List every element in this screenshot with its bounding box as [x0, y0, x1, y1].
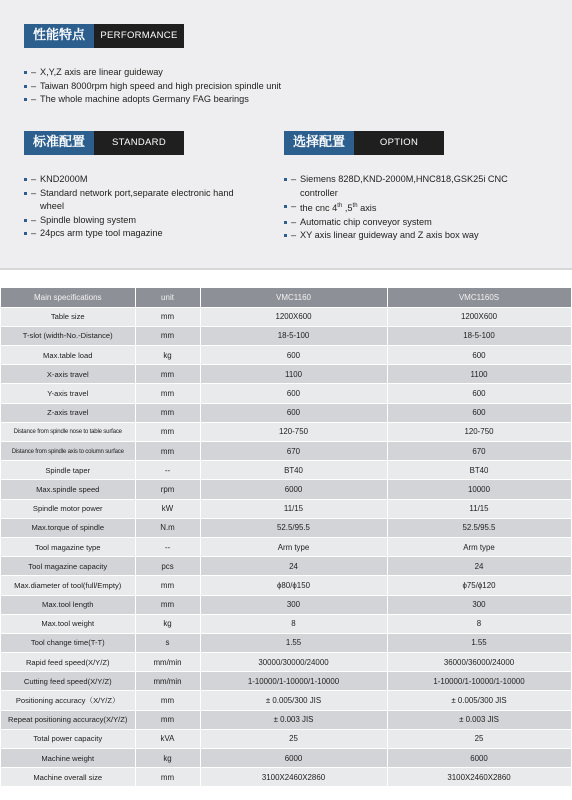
table-row: [1, 749, 571, 768]
unit-cell: mm: [135, 326, 200, 345]
unit-cell: mm/min: [135, 653, 200, 672]
vmc1160-value-cell: ϕ80/ϕ150: [200, 576, 387, 595]
option-title-en: OPTION: [354, 131, 444, 155]
spec-name-cell: Max.diameter of tool(full/Empty): [1, 576, 135, 595]
spec-name-cell: Total power capacity: [1, 729, 135, 748]
spec-name-cell: Repeat positioning accuracy(X/Y/Z): [1, 710, 135, 729]
header-vmc1160s: VMC1160S: [387, 288, 571, 307]
spec-name-cell: Y-axis travel: [1, 384, 135, 403]
vmc1160-value-cell: Arm type: [200, 537, 387, 556]
spec-name-cell: Distance from spindle axis to column surface: [1, 442, 135, 461]
table-row: [1, 653, 571, 672]
standard-list: [24, 173, 252, 241]
vmc1160-value-cell: 1.55: [200, 633, 387, 652]
vmc1160-value-cell: 600: [200, 346, 387, 365]
vmc1160s-value-cell: 10000: [387, 480, 571, 499]
spec-name-cell: Rapid feed speed(X/Y/Z): [1, 653, 135, 672]
vmc1160s-value-cell: 600: [387, 403, 571, 422]
vmc1160s-value-cell: 1200X600: [387, 307, 571, 326]
vmc1160-value-cell: 1-10000/1-10000/1-10000: [200, 672, 387, 691]
vmc1160-value-cell: 6000: [200, 480, 387, 499]
list-item: – 24pcs arm type tool magazine: [24, 227, 252, 241]
unit-cell: mm: [135, 710, 200, 729]
list-item: – The whole machine adopts Germany FAG bearings: [24, 93, 544, 107]
vmc1160s-value-cell: 36000/36000/24000: [387, 653, 571, 672]
spec-table: [1, 288, 572, 787]
vmc1160-value-cell: 1200X600: [200, 307, 387, 326]
spec-name-cell: Machine overall size: [1, 768, 135, 787]
standard-title-cn: 标准配置: [24, 131, 94, 155]
unit-cell: N.m: [135, 518, 200, 537]
table-row: [1, 595, 571, 614]
spec-name-cell: Tool magazine capacity: [1, 557, 135, 576]
spec-name-cell: X-axis travel: [1, 365, 135, 384]
unit-cell: pcs: [135, 557, 200, 576]
spec-name-cell: Max.tool weight: [1, 614, 135, 633]
spec-name-cell: Max.table load: [1, 346, 135, 365]
unit-cell: kg: [135, 614, 200, 633]
unit-cell: mm: [135, 365, 200, 384]
table-row: [1, 461, 571, 480]
list-item: – Spindle blowing system: [24, 214, 252, 228]
spec-table-body: [1, 307, 571, 787]
standard-title-en: STANDARD: [94, 131, 184, 155]
unit-cell: mm: [135, 307, 200, 326]
list-item: – the cnc 4th ,5th axis: [284, 200, 524, 216]
vmc1160s-value-cell: ± 0.003 JIS: [387, 710, 571, 729]
vmc1160-value-cell: 120-750: [200, 422, 387, 441]
option-title-cn: 选择配置: [284, 131, 354, 155]
table-row: [1, 614, 571, 633]
vmc1160s-value-cell: 18-5-100: [387, 326, 571, 345]
option-header: [284, 131, 444, 155]
header-unit: unit: [135, 288, 200, 307]
table-row: [1, 729, 571, 748]
vmc1160s-value-cell: 600: [387, 384, 571, 403]
table-row: [1, 384, 571, 403]
option-list: [284, 173, 524, 243]
list-item: – KND2000M: [24, 173, 252, 187]
table-row: [1, 346, 571, 365]
unit-cell: --: [135, 537, 200, 556]
spec-name-cell: Tool magazine type: [1, 537, 135, 556]
table-row: [1, 518, 571, 537]
table-row: [1, 557, 571, 576]
unit-cell: kg: [135, 749, 200, 768]
performance-list: [24, 66, 544, 107]
spec-name-cell: Cutting feed speed(X/Y/Z): [1, 672, 135, 691]
unit-cell: mm: [135, 595, 200, 614]
table-row: [1, 499, 571, 518]
vmc1160-value-cell: 6000: [200, 749, 387, 768]
unit-cell: --: [135, 461, 200, 480]
vmc1160s-value-cell: 52.5/95.5: [387, 518, 571, 537]
vmc1160s-value-cell: 300: [387, 595, 571, 614]
list-item: – X,Y,Z axis are linear guideway: [24, 66, 544, 80]
spec-name-cell: Z-axis travel: [1, 403, 135, 422]
unit-cell: kg: [135, 346, 200, 365]
vmc1160-value-cell: 600: [200, 384, 387, 403]
unit-cell: mm: [135, 768, 200, 787]
vmc1160-value-cell: ± 0.003 JIS: [200, 710, 387, 729]
table-row: [1, 307, 571, 326]
list-item: – Siemens 828D,KND-2000M,HNC818,GSK25i CNC controller: [284, 173, 524, 200]
spec-name-cell: Positioning accuracy（X/Y/Z）: [1, 691, 135, 710]
table-row: [1, 537, 571, 556]
unit-cell: mm: [135, 576, 200, 595]
vmc1160-value-cell: 30000/30000/24000: [200, 653, 387, 672]
unit-cell: kW: [135, 499, 200, 518]
vmc1160-value-cell: 670: [200, 442, 387, 461]
vmc1160s-value-cell: 1100: [387, 365, 571, 384]
vmc1160-value-cell: 18-5-100: [200, 326, 387, 345]
vmc1160s-value-cell: BT40: [387, 461, 571, 480]
vmc1160s-value-cell: 25: [387, 729, 571, 748]
vmc1160s-value-cell: 8: [387, 614, 571, 633]
performance-title-cn: 性能特点: [24, 24, 94, 48]
table-row: [1, 576, 571, 595]
vmc1160s-value-cell: ± 0.005/300 JIS: [387, 691, 571, 710]
table-row: [1, 403, 571, 422]
vmc1160-value-cell: 3100X2460X2860: [200, 768, 387, 787]
spec-name-cell: T-slot (width-No.-Distance): [1, 326, 135, 345]
unit-cell: mm/min: [135, 672, 200, 691]
unit-cell: rpm: [135, 480, 200, 499]
vmc1160s-value-cell: 1.55: [387, 633, 571, 652]
table-row: [1, 633, 571, 652]
table-row: [1, 480, 571, 499]
vmc1160s-value-cell: 24: [387, 557, 571, 576]
vmc1160s-value-cell: 670: [387, 442, 571, 461]
list-item: – Taiwan 8000rpm high speed and high precision spindle unit: [24, 80, 544, 94]
unit-cell: mm: [135, 422, 200, 441]
performance-header: [24, 24, 184, 48]
vmc1160s-value-cell: 120-750: [387, 422, 571, 441]
vmc1160-value-cell: ± 0.005/300 JIS: [200, 691, 387, 710]
vmc1160s-value-cell: ϕ75/ϕ120: [387, 576, 571, 595]
table-header-row: [1, 288, 571, 307]
vmc1160s-value-cell: 600: [387, 346, 571, 365]
vmc1160s-value-cell: 1-10000/1-10000/1-10000: [387, 672, 571, 691]
table-row: [1, 442, 571, 461]
spec-name-cell: Table size: [1, 307, 135, 326]
unit-cell: mm: [135, 403, 200, 422]
table-row: [1, 326, 571, 345]
spec-name-cell: Spindle taper: [1, 461, 135, 480]
unit-cell: kVA: [135, 729, 200, 748]
list-item: – Automatic chip conveyor system: [284, 216, 524, 230]
spec-name-cell: Spindle motor power: [1, 499, 135, 518]
vmc1160-value-cell: 600: [200, 403, 387, 422]
header-vmc1160: VMC1160: [200, 288, 387, 307]
spec-name-cell: Max.tool length: [1, 595, 135, 614]
table-row: [1, 672, 571, 691]
vmc1160-value-cell: 25: [200, 729, 387, 748]
unit-cell: mm: [135, 442, 200, 461]
vmc1160s-value-cell: 11/15: [387, 499, 571, 518]
table-row: [1, 422, 571, 441]
spec-name-cell: Max.spindle speed: [1, 480, 135, 499]
vmc1160s-value-cell: 3100X2460X2860: [387, 768, 571, 787]
unit-cell: mm: [135, 384, 200, 403]
vmc1160-value-cell: 1100: [200, 365, 387, 384]
spec-name-cell: Machine weight: [1, 749, 135, 768]
vmc1160-value-cell: 300: [200, 595, 387, 614]
vmc1160s-value-cell: Arm type: [387, 537, 571, 556]
header-main-spec: Main specifications: [1, 288, 135, 307]
vmc1160-value-cell: 11/15: [200, 499, 387, 518]
table-row: [1, 691, 571, 710]
vmc1160-value-cell: 52.5/95.5: [200, 518, 387, 537]
unit-cell: mm: [135, 691, 200, 710]
spec-name-cell: Max.torque of spindle: [1, 518, 135, 537]
spec-name-cell: Tool change time(T-T): [1, 633, 135, 652]
unit-cell: s: [135, 633, 200, 652]
list-item: – XY axis linear guideway and Z axis box way: [284, 229, 524, 243]
performance-title-en: PERFORMANCE: [94, 24, 184, 48]
table-row: [1, 768, 571, 787]
vmc1160-value-cell: BT40: [200, 461, 387, 480]
vmc1160s-value-cell: 6000: [387, 749, 571, 768]
list-item: – Standard network port,separate electronic hand wheel: [24, 187, 252, 214]
vmc1160-value-cell: 24: [200, 557, 387, 576]
spec-name-cell: Distance from spindle nose to table surface: [1, 422, 135, 441]
vmc1160-value-cell: 8: [200, 614, 387, 633]
standard-header: [24, 131, 184, 155]
table-row: [1, 710, 571, 729]
section-divider: [0, 268, 572, 270]
table-row: [1, 365, 571, 384]
